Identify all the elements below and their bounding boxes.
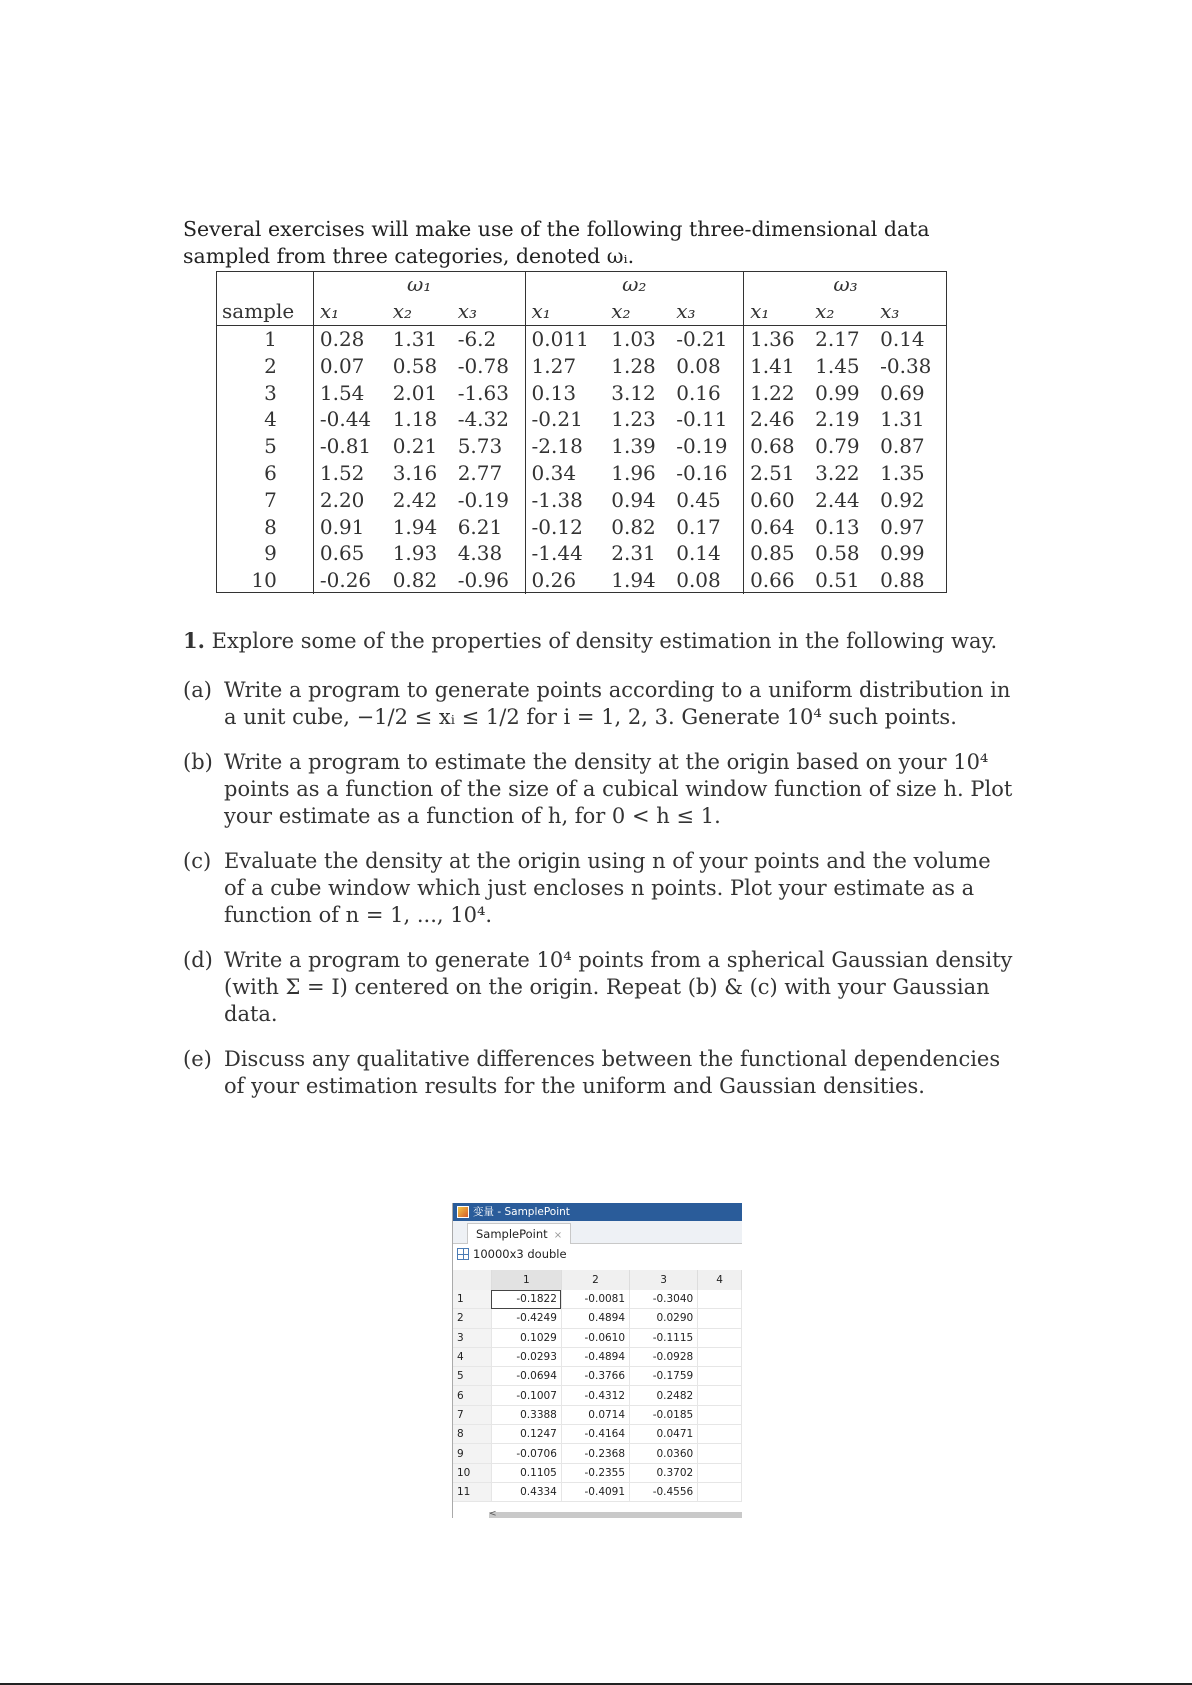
grid-row	[453, 1482, 742, 1501]
row-header[interactable]: 9	[453, 1444, 491, 1463]
table-cell: 0.011	[525, 325, 605, 352]
row-header[interactable]: 4	[453, 1347, 491, 1366]
table-cell: 0.66	[744, 567, 810, 594]
item-label: (c)	[183, 849, 212, 873]
table-row	[216, 540, 947, 567]
table-cell: 0.64	[744, 513, 810, 540]
sample-number: 6	[264, 460, 277, 485]
sample-number: 1	[264, 326, 277, 351]
table-cell: 0.28	[313, 325, 386, 352]
table-cell: -0.81	[313, 433, 386, 460]
table-cell: -0.38	[880, 353, 932, 378]
row-header[interactable]: 11	[453, 1482, 491, 1501]
table-cell: 0.26	[525, 567, 605, 594]
grid-cell[interactable]: 0.0290	[630, 1309, 698, 1328]
row-header[interactable]: 5	[453, 1367, 491, 1386]
grid-row	[453, 1290, 742, 1309]
table-cell: 2.77	[457, 460, 503, 485]
table-cell: 3.16	[392, 460, 438, 485]
column-header[interactable]: 1	[491, 1270, 561, 1290]
grid-cell[interactable]: -0.1115	[630, 1328, 698, 1347]
table-cell: 1.41	[744, 352, 810, 379]
table-cell: -2.18	[525, 433, 605, 460]
table-cell: -0.44	[313, 406, 386, 433]
table-cell: 0.08	[676, 353, 721, 378]
table-cell: -0.96	[457, 568, 509, 593]
grid-cell[interactable]: -0.4312	[561, 1386, 629, 1405]
table-cell: 0.68	[744, 433, 810, 460]
table-cell: 1.39	[611, 434, 656, 459]
table-cell: 0.82	[611, 514, 656, 539]
var-header: x₁	[525, 298, 605, 325]
table-cell: 2.51	[744, 460, 810, 487]
table-row	[216, 567, 947, 594]
table-cell: 0.92	[880, 487, 925, 512]
grid-row	[453, 1328, 742, 1347]
exercise-number: 1.	[183, 628, 205, 653]
exercise-item	[183, 848, 1013, 929]
table-cell: 2.17	[815, 326, 860, 351]
table-cell: 0.88	[880, 568, 925, 593]
table-cell: 0.17	[676, 514, 721, 539]
scroll-left-icon[interactable]: <	[489, 1509, 497, 1518]
sample-number: 8	[264, 514, 277, 539]
table-row	[216, 460, 947, 487]
table-row	[216, 352, 947, 379]
table-cell: 1.36	[744, 325, 810, 352]
sample-number: 3	[264, 380, 277, 405]
table-cell: 0.45	[676, 487, 721, 512]
grid-cell[interactable]: -0.1822	[491, 1290, 561, 1309]
row-header[interactable]: 8	[453, 1425, 491, 1444]
row-header[interactable]: 7	[453, 1405, 491, 1424]
grid-cell-empty[interactable]	[698, 1482, 742, 1501]
item-label: (b)	[183, 750, 213, 774]
grid-cell[interactable]: -0.2355	[561, 1463, 629, 1482]
grid-cell[interactable]: -0.4249	[491, 1309, 561, 1328]
item-label: (d)	[183, 948, 213, 972]
row-header[interactable]: 10	[453, 1463, 491, 1482]
table-cell: 1.31	[392, 326, 438, 351]
grid-cell[interactable]: -0.0293	[491, 1347, 561, 1366]
grid-cell[interactable]: -0.0694	[491, 1367, 561, 1386]
table-cell: 3.12	[611, 380, 656, 405]
item-label: (e)	[183, 1047, 212, 1071]
table-cell: 0.87	[880, 434, 925, 459]
var-header: x₃	[452, 298, 525, 325]
table-cell: 0.14	[676, 541, 721, 566]
viewer-title-bar	[453, 1203, 742, 1221]
data-table	[216, 271, 947, 594]
grid-cell[interactable]: -0.4091	[561, 1482, 629, 1501]
var-header: x₃	[670, 298, 743, 325]
sample-header: sample	[216, 298, 313, 325]
grid-cell-empty[interactable]	[698, 1347, 742, 1366]
table-cell: 3.22	[815, 460, 860, 485]
tab-samplepoint[interactable]	[467, 1223, 571, 1244]
variable-type-bar	[453, 1244, 742, 1264]
table-cell: 0.21	[392, 434, 438, 459]
table-cell: -1.63	[457, 380, 509, 405]
var-header: x₂	[387, 298, 452, 325]
grid-cell[interactable]: -0.4556	[630, 1482, 698, 1501]
grid-row	[453, 1463, 742, 1482]
table-row	[216, 406, 947, 433]
close-icon[interactable]: ×	[553, 1230, 563, 1241]
exercise-item	[183, 749, 1013, 830]
grid-cell-empty[interactable]	[698, 1386, 742, 1405]
row-header[interactable]: 1	[453, 1290, 491, 1309]
grid-cell[interactable]: 0.1029	[491, 1328, 561, 1347]
table-cell: -0.16	[676, 460, 728, 485]
sample-number: 4	[264, 407, 277, 432]
variable-editor-icon	[457, 1206, 469, 1218]
item-text: Write a program to estimate the density at the origin based on your 10⁴ points as a function of the size of a cubical window function of size h. Plot your estimate as a function of h, for 0 < h ≤ 1.	[224, 750, 1013, 828]
grid-cell[interactable]: -0.2368	[561, 1444, 629, 1463]
row-header[interactable]: 3	[453, 1328, 491, 1347]
table-row	[216, 486, 947, 513]
table-cell: 0.16	[676, 380, 721, 405]
grid-cell[interactable]: -0.4164	[561, 1425, 629, 1444]
var-header: x₂	[809, 298, 874, 325]
viewer-title: 变量 - SamplePoint	[473, 1206, 570, 1218]
grid-cell-empty[interactable]	[698, 1290, 742, 1309]
grid-cell-empty[interactable]	[698, 1425, 742, 1444]
table-cell: -0.11	[676, 407, 728, 432]
table-cell: 0.13	[815, 514, 860, 539]
table-cell: 0.58	[815, 541, 860, 566]
table-cell: 0.94	[611, 487, 656, 512]
grid-cell[interactable]: -0.0610	[561, 1328, 629, 1347]
table-cell: 0.85	[744, 540, 810, 567]
table-cell: 2.44	[815, 487, 860, 512]
table-cell: 1.23	[611, 407, 656, 432]
table-cell: 0.51	[815, 568, 860, 593]
table-cell: -0.26	[313, 567, 386, 594]
table-cell: 2.46	[744, 406, 810, 433]
var-header: x₁	[744, 298, 810, 325]
table-cell: 2.20	[313, 486, 386, 513]
grid-cell[interactable]: 0.4334	[491, 1482, 561, 1501]
table-cell: 1.52	[313, 460, 386, 487]
table-cell: 0.34	[525, 460, 605, 487]
matlab-variable-viewer	[452, 1203, 742, 1518]
table-cell: 1.18	[392, 407, 438, 432]
table-cell: 1.28	[611, 353, 656, 378]
table-cell: 0.79	[815, 434, 860, 459]
tab-label: SamplePoint	[476, 1227, 548, 1241]
table-cell: -0.78	[457, 353, 509, 378]
table-cell: 1.27	[525, 352, 605, 379]
sample-number: 9	[264, 541, 277, 566]
grid-cell[interactable]: 0.0471	[630, 1425, 698, 1444]
table-cell: -0.19	[457, 487, 509, 512]
viewer-tabs	[453, 1221, 742, 1244]
table-cell: 0.65	[313, 540, 386, 567]
table-cell: 2.19	[815, 407, 860, 432]
var-header: x₁	[313, 298, 386, 325]
table-cell: 0.97	[880, 514, 925, 539]
table-cell: 0.60	[744, 486, 810, 513]
var-header: x₂	[605, 298, 670, 325]
column-header[interactable]: 2	[561, 1270, 629, 1290]
exercise-item	[183, 677, 1013, 731]
grid-cell[interactable]: -0.0928	[630, 1347, 698, 1366]
grid-cell[interactable]: 0.0714	[561, 1405, 629, 1424]
exercise-item	[183, 1046, 1013, 1100]
group-header: ω₂	[525, 271, 744, 298]
table-cell: 0.58	[392, 353, 438, 378]
table-cell: 2.01	[392, 380, 438, 405]
table-cell: 2.42	[392, 487, 438, 512]
table-cell: 1.22	[744, 379, 810, 406]
table-cell: -0.19	[676, 434, 728, 459]
table-cell: 0.13	[525, 379, 605, 406]
table-cell: -0.21	[676, 326, 728, 351]
grid-row	[453, 1444, 742, 1463]
grid-cell[interactable]: -0.3766	[561, 1367, 629, 1386]
sample-number: 2	[264, 353, 277, 378]
table-row	[216, 433, 947, 460]
table-cell: 1.03	[611, 326, 656, 351]
table-cell: -4.32	[457, 407, 509, 432]
sample-number: 5	[264, 434, 277, 459]
table-cell: -1.38	[525, 486, 605, 513]
table-row	[216, 325, 947, 352]
table-cell: 1.31	[880, 407, 925, 432]
table-cell: 1.54	[313, 379, 386, 406]
grid-cell[interactable]: 0.3702	[630, 1463, 698, 1482]
table-row	[216, 379, 947, 406]
grid-row	[453, 1405, 742, 1424]
grid-cell[interactable]: -0.1007	[491, 1386, 561, 1405]
item-text: Evaluate the density at the origin using n of your points and the volume of a cube window which just encloses n points. Plot your estimate as a function of n = 1, ..., 10⁴.	[224, 849, 991, 927]
table-cell: 0.69	[880, 380, 925, 405]
group-header: ω₁	[313, 271, 525, 298]
row-header[interactable]: 6	[453, 1386, 491, 1405]
item-text: Write a program to generate 10⁴ points from a spherical Gaussian density (with Σ = I) centered on the origin. Repeat (b) & (c) with your Gaussian data.	[224, 948, 1013, 1026]
grid-cell-empty[interactable]	[698, 1405, 742, 1424]
exercise-item	[183, 947, 1013, 1028]
table-cell: 2.31	[611, 541, 656, 566]
grid-cell[interactable]: 0.0360	[630, 1444, 698, 1463]
grid-cell-empty[interactable]	[698, 1367, 742, 1386]
horizontal-scrollbar[interactable]	[489, 1512, 742, 1518]
table-cell: 5.73	[457, 434, 503, 459]
variable-type: 10000x3 double	[473, 1247, 567, 1261]
grid-cell-empty[interactable]	[698, 1444, 742, 1463]
table-cell: 0.07	[313, 352, 386, 379]
table-cell: 1.94	[392, 514, 438, 539]
grid-cell[interactable]: -0.0081	[561, 1290, 629, 1309]
table-cell: -0.12	[525, 513, 605, 540]
grid-cell[interactable]: 0.2482	[630, 1386, 698, 1405]
grid-cell[interactable]: -0.0706	[491, 1444, 561, 1463]
grid-row	[453, 1367, 742, 1386]
grid-cell-empty[interactable]	[698, 1309, 742, 1328]
table-cell: 4.38	[457, 541, 503, 566]
grid-cell-empty[interactable]	[698, 1328, 742, 1347]
exercise	[183, 627, 1013, 1118]
table-cell: 6.21	[457, 514, 503, 539]
grid-row	[453, 1309, 742, 1328]
grid-icon	[457, 1248, 469, 1260]
exercise-heading	[183, 627, 1013, 655]
table-cell: 1.96	[611, 460, 656, 485]
grid-cell[interactable]: -0.4894	[561, 1347, 629, 1366]
grid-row	[453, 1347, 742, 1366]
table-cell: 1.35	[880, 460, 925, 485]
table-cell: 1.45	[815, 353, 860, 378]
grid-cell[interactable]: -0.0185	[630, 1405, 698, 1424]
intro-paragraph: Several exercises will make use of the following three-dimensional data sampled from three categories, denoted ωᵢ.	[183, 217, 930, 268]
sample-number: 10	[251, 568, 277, 593]
table-cell: 0.99	[880, 541, 925, 566]
grid-row	[453, 1425, 742, 1444]
table-cell: -6.2	[457, 326, 497, 351]
grid-cell[interactable]: -0.1759	[630, 1367, 698, 1386]
grid-cell[interactable]: 0.1247	[491, 1425, 561, 1444]
table-cell: 0.82	[392, 568, 438, 593]
table-cell: 1.93	[392, 541, 438, 566]
column-header[interactable]: 4	[698, 1270, 742, 1290]
row-header[interactable]: 2	[453, 1309, 491, 1328]
var-header: x₃	[874, 298, 947, 325]
grid-cell[interactable]: -0.3040	[630, 1290, 698, 1309]
table-cell: 0.99	[815, 380, 860, 405]
item-text: Write a program to generate points according to a uniform distribution in a unit cube, −1/2 ≤ xᵢ ≤ 1/2 for i = 1, 2, 3. Generate 10⁴ such points.	[224, 678, 1011, 729]
item-label: (a)	[183, 678, 212, 702]
grid-cell[interactable]: 0.3388	[491, 1405, 561, 1424]
column-header[interactable]: 3	[630, 1270, 698, 1290]
grid-row	[453, 1386, 742, 1405]
table-cell: -0.21	[525, 406, 605, 433]
table-cell: 1.94	[611, 568, 656, 593]
exercise-heading-text: Explore some of the properties of density estimation in the following way.	[211, 629, 998, 653]
variable-grid	[453, 1270, 742, 1502]
table-row	[216, 513, 947, 540]
grid-cell[interactable]: 0.4894	[561, 1309, 629, 1328]
table-cell: -1.44	[525, 540, 605, 567]
grid-cell-empty[interactable]	[698, 1463, 742, 1482]
item-text: Discuss any qualitative differences between the functional dependencies of your estimation results for the uniform and Gaussian densities.	[224, 1047, 1001, 1098]
table-cell: 0.91	[313, 513, 386, 540]
grid-cell[interactable]: 0.1105	[491, 1463, 561, 1482]
table-cell: 0.14	[880, 326, 925, 351]
group-header: ω₃	[744, 271, 947, 298]
table-cell: 0.08	[676, 568, 721, 593]
sample-number: 7	[264, 487, 277, 512]
